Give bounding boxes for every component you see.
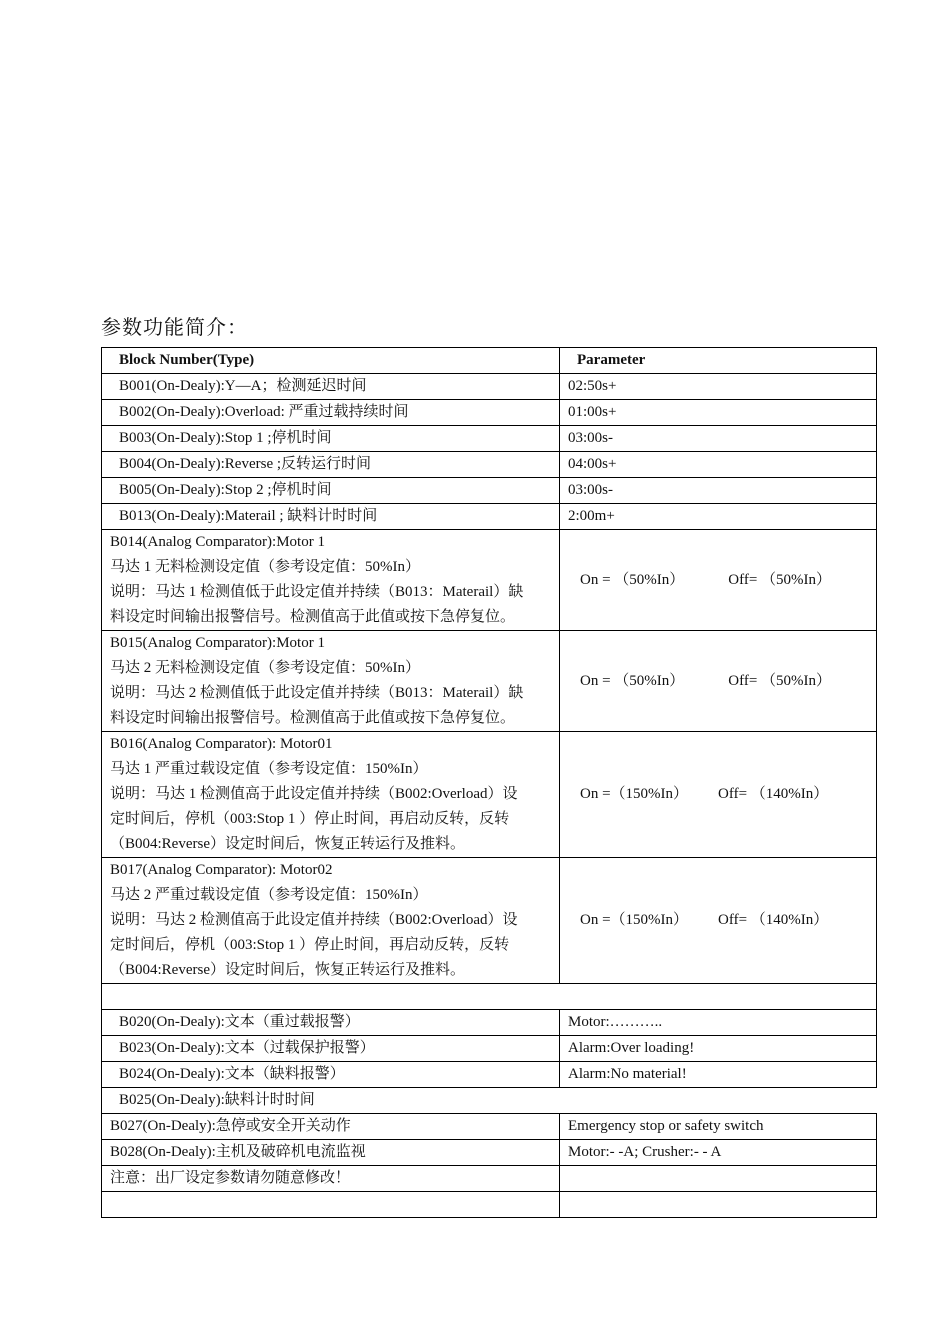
desc-line: 马达 2 无料检测设定值（参考设定值：50%In）: [110, 660, 420, 676]
block-cell: B027(On-Dealy):急停或安全开关动作: [102, 1114, 560, 1140]
comparator-params: [560, 858, 877, 984]
comparator-params: [560, 631, 877, 732]
desc-line: 料设定时间输出报警信号。检测值高于此值或按下急停复位。: [110, 609, 516, 625]
table-row: [102, 374, 877, 400]
table-row: [102, 1088, 877, 1114]
on-value: On = （50%In）: [580, 672, 685, 689]
desc-line: B015(Analog Comparator):Motor 1: [110, 635, 325, 651]
desc-line: B016(Analog Comparator): Motor01: [110, 736, 333, 752]
param-cell: Motor:- -A; Crusher:- - A: [560, 1140, 877, 1166]
desc-line: 定时间后，停机（003:Stop 1 ）停止时间，再启动反转，反转: [110, 811, 510, 827]
comparator-description: [102, 858, 560, 984]
desc-line: 说明：马达 2 检测值高于此设定值并持续（B002:Overload）设: [110, 912, 518, 928]
desc-line: （B004:Reverse）设定时间后，恢复正转运行及推料。: [110, 836, 465, 852]
desc-line: B017(Analog Comparator): Motor02: [110, 862, 333, 878]
comparator-params: [560, 732, 877, 858]
block-cell: B028(On-Dealy):主机及破碎机电流监视: [102, 1140, 560, 1166]
desc-line: 马达 1 无料检测设定值（参考设定值：50%In）: [110, 559, 420, 575]
block-cell: B005(On-Dealy):Stop 2 ;停机时间: [102, 478, 560, 504]
table-row: [102, 1062, 877, 1088]
table-row: [102, 1010, 877, 1036]
note-cell: 注意：出厂设定参数请勿随意修改！: [102, 1166, 560, 1192]
block-cell: B023(On-Dealy):文本（过载保护报警）: [102, 1036, 560, 1062]
desc-line: 说明：马达 1 检测值高于此设定值并持续（B002:Overload）设: [110, 786, 518, 802]
param-cell: 03:00s-: [560, 426, 877, 452]
header-block-number: Block Number(Type): [102, 348, 560, 374]
param-cell: 03:00s-: [560, 478, 877, 504]
off-value: Off= （50%In）: [728, 672, 832, 689]
comparator-description: [102, 530, 560, 631]
page-title: 参数功能简介：: [101, 315, 248, 339]
param-cell: [560, 1166, 877, 1192]
param-cell: Motor:………..: [560, 1010, 877, 1036]
off-value: Off= （50%In）: [728, 571, 832, 588]
comparator-row: [102, 858, 877, 984]
empty-row: [102, 1192, 877, 1218]
param-cell: 04:00s+: [560, 452, 877, 478]
table-row: [102, 452, 877, 478]
table-row: [102, 400, 877, 426]
param-cell: Alarm:Over loading!: [560, 1036, 877, 1062]
parameter-table: [101, 347, 877, 1218]
desc-line: 马达 1 严重过载设定值（参考设定值：150%In）: [110, 761, 428, 777]
param-cell: Alarm:No material!: [560, 1062, 877, 1088]
empty-row: [102, 984, 877, 1010]
desc-line: 料设定时间输出报警信号。检测值高于此值或按下急停复位。: [110, 710, 516, 726]
on-value: On = （50%In）: [580, 571, 685, 588]
comparator-row: [102, 530, 877, 631]
off-value: Off= （140%In）: [718, 786, 829, 802]
param-cell: 2:00m+: [560, 504, 877, 530]
table-row: [102, 1166, 877, 1192]
on-value: On =（150%In）: [580, 912, 689, 928]
off-value: Off= （140%In）: [718, 912, 829, 928]
block-cell: B003(On-Dealy):Stop 1 ;停机时间: [102, 426, 560, 452]
param-cell: 01:00s+: [560, 400, 877, 426]
desc-line: 马达 2 严重过载设定值（参考设定值：150%In）: [110, 887, 428, 903]
table-row: [102, 426, 877, 452]
table-row: [102, 504, 877, 530]
comparator-row: [102, 732, 877, 858]
block-cell: B020(On-Dealy):文本（重过载报警）: [102, 1010, 560, 1036]
table-row: [102, 1114, 877, 1140]
comparator-description: [102, 732, 560, 858]
block-cell: B025(On-Dealy):缺料计时时间: [102, 1088, 877, 1114]
on-value: On =（150%In）: [580, 786, 689, 802]
table-row: [102, 478, 877, 504]
desc-line: 说明：马达 2 检测值低于此设定值并持续（B013：Materail）缺: [110, 685, 524, 701]
param-cell: 02:50s+: [560, 374, 877, 400]
param-cell: Emergency stop or safety switch: [560, 1114, 877, 1140]
comparator-description: [102, 631, 560, 732]
desc-line: （B004:Reverse）设定时间后，恢复正转运行及推料。: [110, 962, 465, 978]
block-cell: B024(On-Dealy):文本（缺料报警）: [102, 1062, 560, 1088]
table-header-row: [102, 348, 877, 374]
block-cell: B002(On-Dealy):Overload: 严重过载持续时间: [102, 400, 560, 426]
block-cell: B001(On-Dealy):Y—A；检测延迟时间: [102, 374, 560, 400]
desc-line: 定时间后，停机（003:Stop 1 ）停止时间，再启动反转，反转: [110, 937, 510, 953]
comparator-params: [560, 530, 877, 631]
desc-line: 说明：马达 1 检测值低于此设定值并持续（B013：Materail）缺: [110, 584, 524, 600]
header-parameter: Parameter: [560, 348, 877, 374]
table-row: [102, 1140, 877, 1166]
comparator-row: [102, 631, 877, 732]
table-row: [102, 1036, 877, 1062]
desc-line: B014(Analog Comparator):Motor 1: [110, 534, 325, 550]
block-cell: B004(On-Dealy):Reverse ;反转运行时间: [102, 452, 560, 478]
block-cell: B013(On-Dealy):Materail ; 缺料计时时间: [102, 504, 560, 530]
